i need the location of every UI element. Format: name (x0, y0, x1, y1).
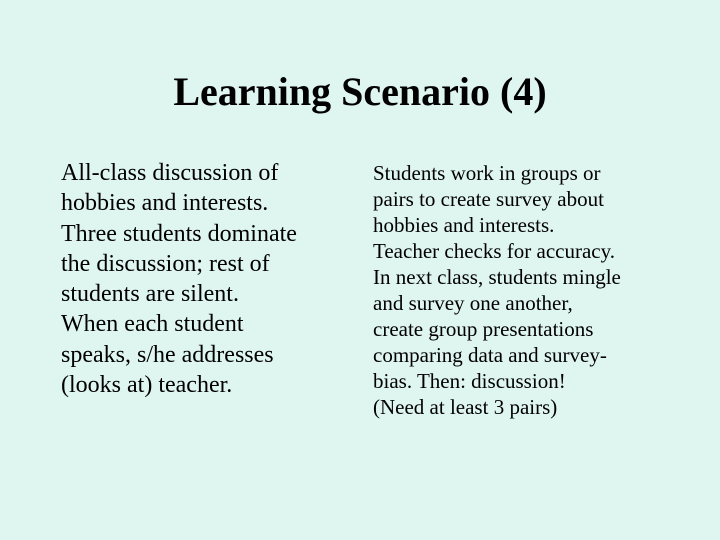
left-column-text (61, 158, 361, 400)
right-column-text (373, 160, 693, 420)
right-column-line: In next class, students mingle (373, 265, 621, 289)
left-column-line: speaks, s/he addresses (61, 341, 274, 368)
right-column-line: and survey one another, (373, 291, 573, 315)
slide-title: Learning Scenario (4) (173, 69, 547, 114)
right-column-line: create group presentations (373, 317, 594, 341)
left-column-line: All-class discussion of (61, 160, 279, 186)
right-column-line: Teacher checks for accuracy. (373, 239, 615, 263)
left-column-line: (looks at) teacher. (61, 372, 233, 399)
right-column-line: bias. Then: discussion! (373, 369, 566, 393)
right-column-line: comparing data and survey- (373, 343, 607, 367)
left-column-line: Three students dominate (61, 220, 297, 247)
right-column-line: hobbies and interests. (373, 213, 555, 237)
right-column-line: Students work in groups or (373, 161, 601, 185)
right-column-line: (Need at least 3 pairs) (373, 395, 558, 419)
left-column-line: students are silent. (61, 281, 239, 308)
left-column-line: hobbies and interests. (61, 190, 269, 217)
left-column-line: When each student (61, 311, 244, 338)
right-column-line: pairs to create survey about (373, 187, 604, 211)
left-column-line: the discussion; rest of (61, 250, 270, 277)
